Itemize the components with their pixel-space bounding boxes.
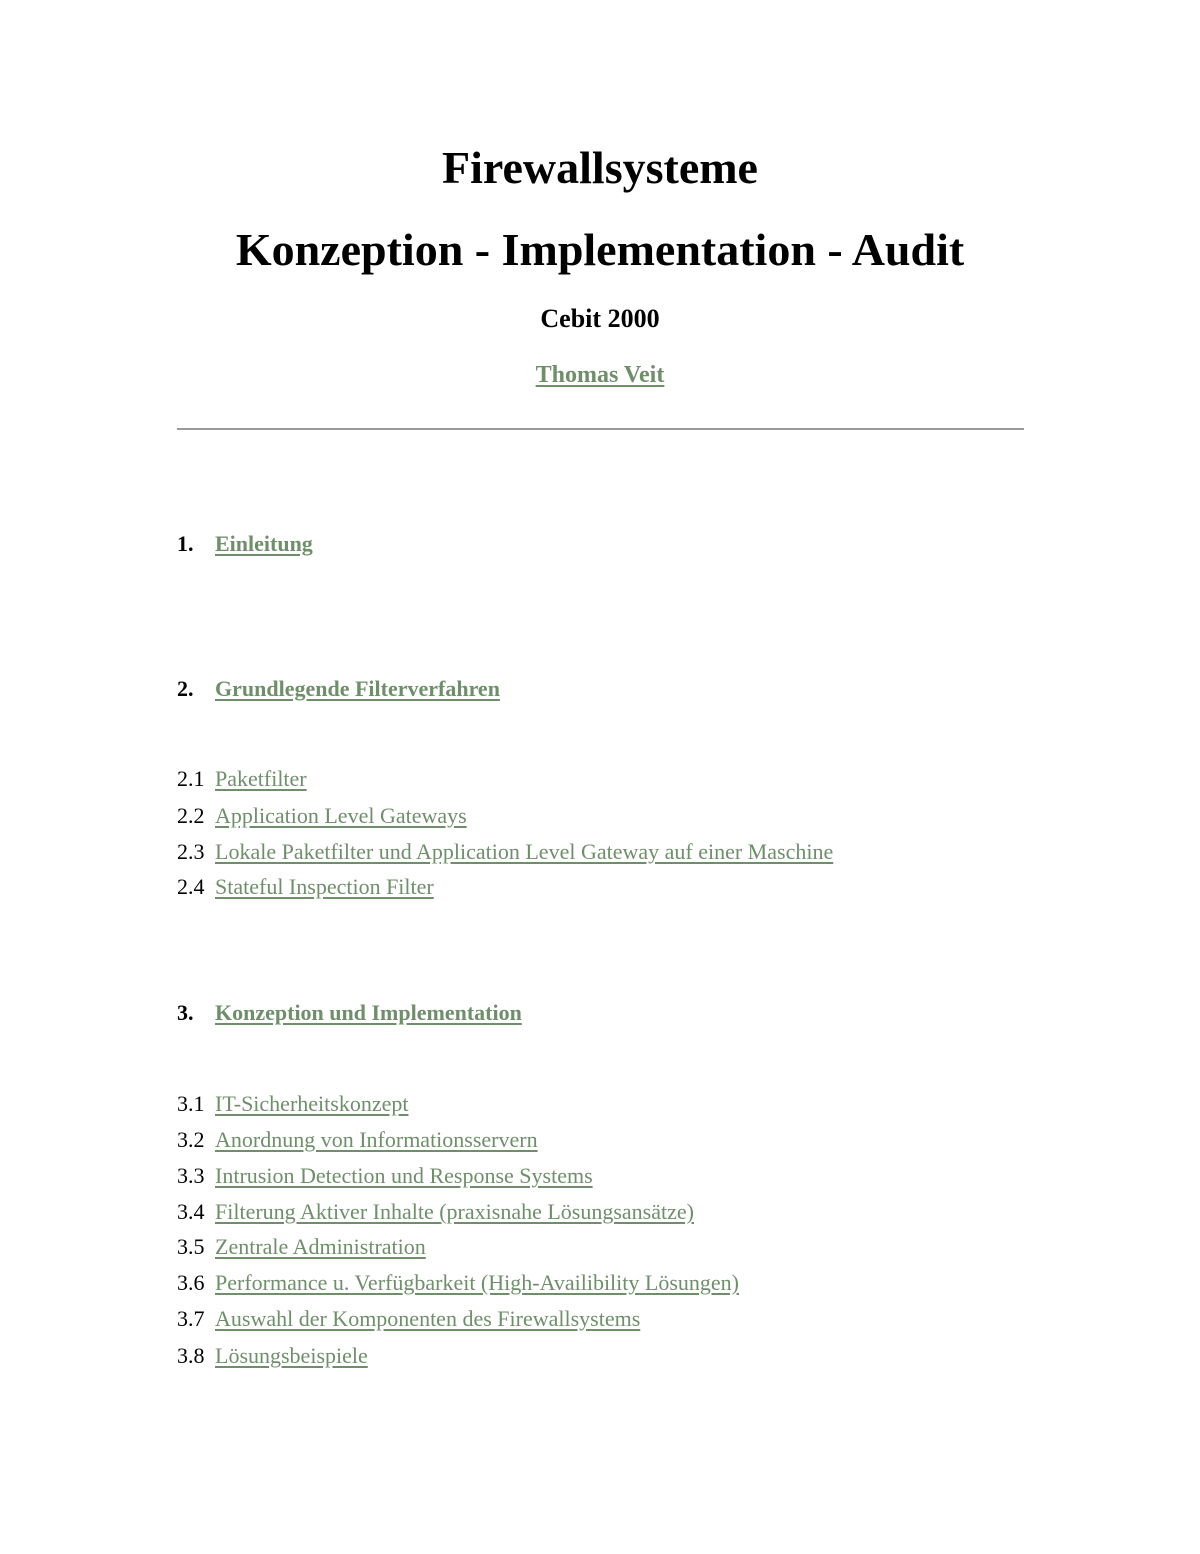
toc-link[interactable]: Paketfilter (215, 766, 307, 791)
toc-link[interactable]: Intrusion Detection und Response Systems (215, 1163, 593, 1188)
toc-number: 3.8 (177, 1343, 205, 1368)
author-line (0, 359, 1200, 391)
toc-item (177, 1232, 426, 1262)
toc-item (177, 1125, 538, 1155)
toc-number: 3.1 (177, 1091, 205, 1116)
toc-item (177, 837, 833, 867)
toc-link-einleitung[interactable]: Einleitung (215, 531, 313, 556)
toc-number: 3.4 (177, 1199, 205, 1224)
toc-item (177, 1304, 640, 1334)
toc-number: 2.2 (177, 803, 205, 828)
toc-link[interactable]: Application Level Gateways (215, 803, 467, 828)
page-subtitle: Konzeption - Implementation - Audit (235, 224, 965, 275)
toc-link-grundlegende-filterverfahren[interactable]: Grundlegende Filterverfahren (215, 676, 500, 701)
toc-number: 2.3 (177, 839, 205, 864)
toc-link[interactable]: Auswahl der Komponenten des Firewallsystems (215, 1306, 641, 1331)
toc-section-2 (177, 674, 500, 704)
toc-item (177, 1089, 408, 1119)
toc-link[interactable]: Lokale Paketfilter und Application Level Gateway auf einer Maschine (215, 839, 834, 864)
toc-item (177, 1161, 593, 1191)
toc-item (177, 1341, 368, 1371)
toc-link[interactable]: Anordnung von Informationsservern (215, 1127, 538, 1152)
toc-section-1 (177, 529, 313, 559)
toc-number: 2.1 (177, 766, 205, 791)
toc-number: 3.7 (177, 1306, 205, 1331)
author-link[interactable]: Thomas Veit (535, 362, 665, 388)
toc-number: 3.2 (177, 1127, 205, 1152)
toc-number: 1. (177, 531, 194, 556)
toc-item (177, 764, 307, 794)
horizontal-divider (177, 428, 1024, 430)
toc-number: 3.3 (177, 1163, 205, 1188)
toc-number: 3.6 (177, 1270, 205, 1295)
toc-section-3 (177, 998, 522, 1028)
toc-link[interactable]: Filterung Aktiver Inhalte (praxisnahe Lösungsansätze) (215, 1199, 694, 1224)
toc-item (177, 801, 467, 831)
toc-number: 2.4 (177, 874, 205, 899)
toc-link[interactable]: Performance u. Verfügbarkeit (High-Availibility Lösungen) (215, 1270, 739, 1295)
toc-number: 2. (177, 676, 194, 701)
toc-link[interactable]: IT-Sicherheitskonzept (215, 1091, 409, 1116)
toc-link[interactable]: Lösungsbeispiele (215, 1343, 368, 1368)
page-title: Firewallsysteme (442, 142, 758, 193)
toc-link-konzeption-und-implementation[interactable]: Konzeption und Implementation (215, 1000, 522, 1025)
toc-number: 3.5 (177, 1234, 205, 1259)
event-label: Cebit 2000 (540, 304, 660, 333)
toc-link[interactable]: Stateful Inspection Filter (215, 874, 434, 899)
toc-item (177, 1197, 694, 1227)
toc-link[interactable]: Zentrale Administration (215, 1234, 426, 1259)
toc-item (177, 872, 434, 902)
toc-number: 3. (177, 1000, 194, 1025)
toc-item (177, 1268, 739, 1298)
